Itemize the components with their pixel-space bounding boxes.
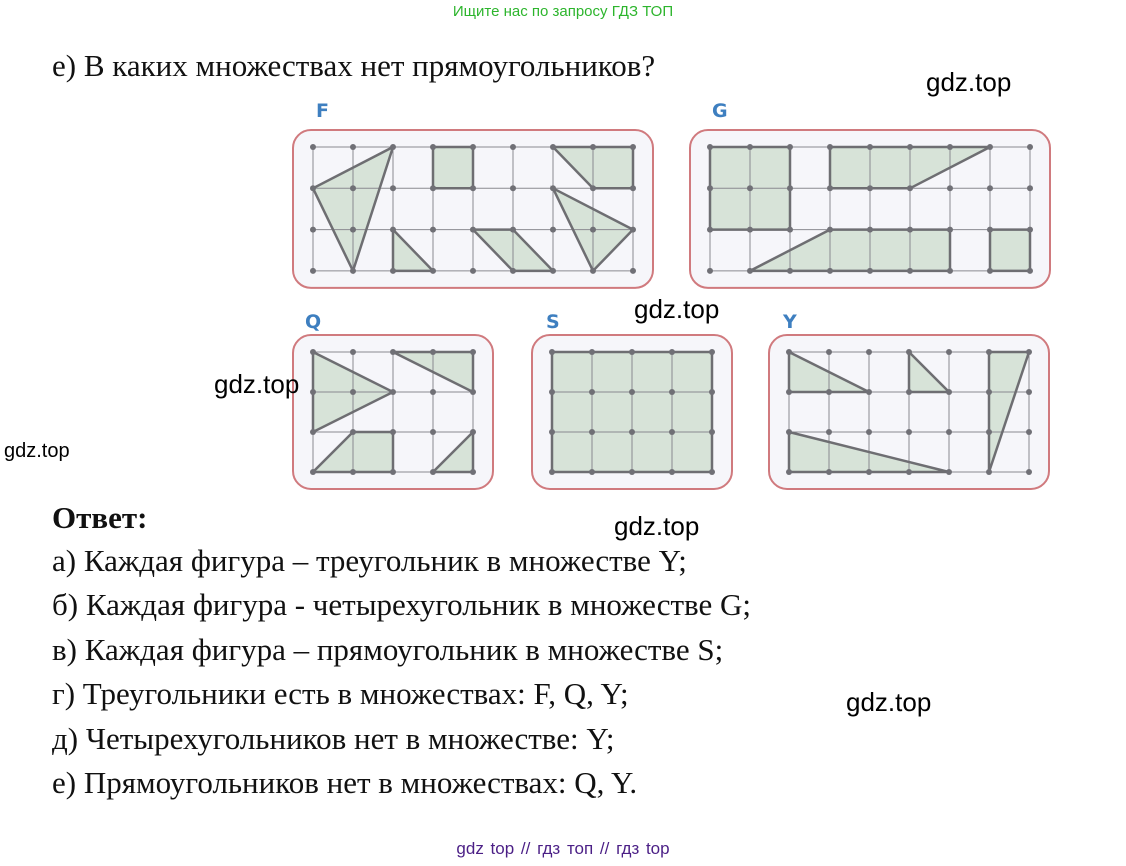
grid-dot (907, 185, 913, 191)
grid-dot (470, 144, 476, 150)
grid-dot (589, 349, 595, 355)
grid-dot (946, 469, 952, 475)
grid-dot (390, 469, 396, 475)
grid-dot (866, 349, 872, 355)
grid-dot (906, 429, 912, 435)
grid-dot (867, 185, 873, 191)
answer-line: д) Четырехугольников нет в множестве: Y; (52, 721, 615, 756)
grid-dot (1026, 429, 1032, 435)
grid-dot (986, 389, 992, 395)
grid-dot (350, 268, 356, 274)
grid-dot (590, 144, 596, 150)
grid-dot (350, 349, 356, 355)
watermark: gdz.top (926, 67, 1012, 97)
grid-dot (907, 144, 913, 150)
grid-dot (826, 389, 832, 395)
grid-dot (786, 469, 792, 475)
answer-line: б) Каждая фигура - четырехугольник в множестве G; (52, 587, 751, 622)
grid-dot (310, 389, 316, 395)
grid-dot (747, 268, 753, 274)
grid-dot (310, 144, 316, 150)
grid-dot (350, 429, 356, 435)
grid-dot (947, 227, 953, 233)
grid-dot (510, 227, 516, 233)
grid-dot (310, 268, 316, 274)
grid-dot (947, 268, 953, 274)
grid-dot (747, 185, 753, 191)
grid-dot (786, 349, 792, 355)
grid-dot (907, 268, 913, 274)
grid-dot (709, 429, 715, 435)
grid-dot (867, 268, 873, 274)
grid-dot (946, 389, 952, 395)
set-label: F (316, 100, 329, 122)
grid-dot (549, 429, 555, 435)
grid-dot (590, 185, 596, 191)
grid-dot (709, 469, 715, 475)
grid-dot (1027, 144, 1033, 150)
grid-dot (510, 268, 516, 274)
grid-dot (589, 469, 595, 475)
grid-dot (787, 185, 793, 191)
grid-dot (430, 185, 436, 191)
grid-dot (629, 389, 635, 395)
grid-dot (826, 469, 832, 475)
grid-dot (630, 185, 636, 191)
grid-dot (707, 268, 713, 274)
grid-dot (470, 389, 476, 395)
grid-dot (430, 389, 436, 395)
grid-dot (550, 268, 556, 274)
grid-dot (510, 185, 516, 191)
set-label: Y (783, 311, 797, 333)
question-text: е) В каких множествах нет прямоугольников? (52, 48, 656, 83)
grid-dot (987, 227, 993, 233)
grid-dot (947, 144, 953, 150)
grid-dot (390, 144, 396, 150)
grid-dot (1027, 227, 1033, 233)
grid-dot (310, 227, 316, 233)
grid-dot (906, 469, 912, 475)
grid-dot (430, 349, 436, 355)
search-hint-header: Ищите нас по запросу ГДЗ ТОП (452, 3, 674, 20)
grid-dot (630, 227, 636, 233)
grid-dot (826, 349, 832, 355)
grid-dot (350, 389, 356, 395)
grid-dot (867, 227, 873, 233)
answer-line: е) Прямоугольников нет в множествах: Q, Y. (52, 765, 638, 800)
answer-line: г) Треугольники есть в множествах: F, Q, Y; (52, 676, 629, 711)
watermark: gdz.top (214, 369, 300, 399)
grid-dot (390, 389, 396, 395)
grid-dot (787, 227, 793, 233)
grid-dot (350, 469, 356, 475)
grid-dot (470, 429, 476, 435)
grid-dot (907, 227, 913, 233)
grid-dot (550, 185, 556, 191)
grid-dot (589, 429, 595, 435)
grid-dot (707, 144, 713, 150)
grid-dot (986, 349, 992, 355)
answer-line: а) Каждая фигура – треугольник в множестве Y; (52, 543, 687, 578)
watermark: gdz.top (846, 687, 932, 717)
answer-line: в) Каждая фигура – прямоугольник в множестве S; (52, 632, 724, 667)
grid-dot (629, 349, 635, 355)
grid-dot (350, 144, 356, 150)
grid-dot (430, 469, 436, 475)
grid-dot (747, 227, 753, 233)
grid-dot (310, 349, 316, 355)
grid-dot (390, 227, 396, 233)
grid-dot (1027, 268, 1033, 274)
grid-dot (630, 268, 636, 274)
grid-dot (946, 349, 952, 355)
grid-dot (470, 185, 476, 191)
grid-dot (1026, 349, 1032, 355)
grid-dot (987, 268, 993, 274)
grid-dot (669, 389, 675, 395)
grid-dot (390, 185, 396, 191)
shape-fill (433, 147, 473, 188)
grid-dot (786, 429, 792, 435)
watermark: gdz.top (634, 294, 720, 324)
grid-dot (669, 429, 675, 435)
set-label: Q (305, 311, 322, 333)
grid-dot (390, 429, 396, 435)
grid-dot (1026, 469, 1032, 475)
grid-dot (826, 429, 832, 435)
grid-dot (470, 227, 476, 233)
grid-dot (310, 469, 316, 475)
watermark: gdz.top (614, 511, 700, 541)
grid-dot (390, 349, 396, 355)
grid-dot (947, 185, 953, 191)
grid-dot (470, 268, 476, 274)
grid-dot (590, 268, 596, 274)
answer-title: Ответ: (52, 500, 148, 535)
grid-dot (430, 227, 436, 233)
grid-dot (510, 144, 516, 150)
grid-dot (747, 144, 753, 150)
grid-dot (867, 144, 873, 150)
footer-links: gdz top // гдз топ // гдз top (456, 839, 670, 858)
grid-dot (590, 227, 596, 233)
grid-dot (390, 268, 396, 274)
grid-dot (986, 429, 992, 435)
grid-dot (946, 429, 952, 435)
grid-dot (430, 429, 436, 435)
watermark: gdz.top (4, 440, 70, 462)
grid-dot (707, 185, 713, 191)
grid-dot (669, 469, 675, 475)
grid-dot (827, 268, 833, 274)
set-label: S (546, 311, 560, 333)
grid-dot (707, 227, 713, 233)
grid-dot (827, 227, 833, 233)
grid-dot (549, 389, 555, 395)
grid-dot (470, 349, 476, 355)
grid-dot (866, 389, 872, 395)
grid-dot (906, 389, 912, 395)
grid-dot (629, 469, 635, 475)
grid-dot (866, 429, 872, 435)
grid-dot (430, 144, 436, 150)
grid-dot (630, 144, 636, 150)
grid-dot (629, 429, 635, 435)
grid-dot (1027, 185, 1033, 191)
grid-dot (986, 469, 992, 475)
grid-dot (786, 389, 792, 395)
grid-dot (310, 185, 316, 191)
grid-dot (549, 349, 555, 355)
set-label: G (712, 100, 728, 122)
grid-dot (549, 469, 555, 475)
grid-dot (906, 349, 912, 355)
grid-dot (866, 469, 872, 475)
grid-dot (709, 389, 715, 395)
grid-dot (350, 227, 356, 233)
grid-dot (550, 144, 556, 150)
grid-dot (787, 268, 793, 274)
grid-dot (310, 429, 316, 435)
grid-dot (550, 227, 556, 233)
grid-dot (827, 185, 833, 191)
grid-dot (709, 349, 715, 355)
grid-dot (1026, 389, 1032, 395)
grid-dot (787, 144, 793, 150)
shape-fill (990, 230, 1030, 271)
grid-dot (350, 185, 356, 191)
grid-dot (430, 268, 436, 274)
grid-dot (669, 349, 675, 355)
grid-dot (827, 144, 833, 150)
grid-dot (470, 469, 476, 475)
grid-dot (589, 389, 595, 395)
grid-dot (987, 144, 993, 150)
grid-dot (987, 185, 993, 191)
